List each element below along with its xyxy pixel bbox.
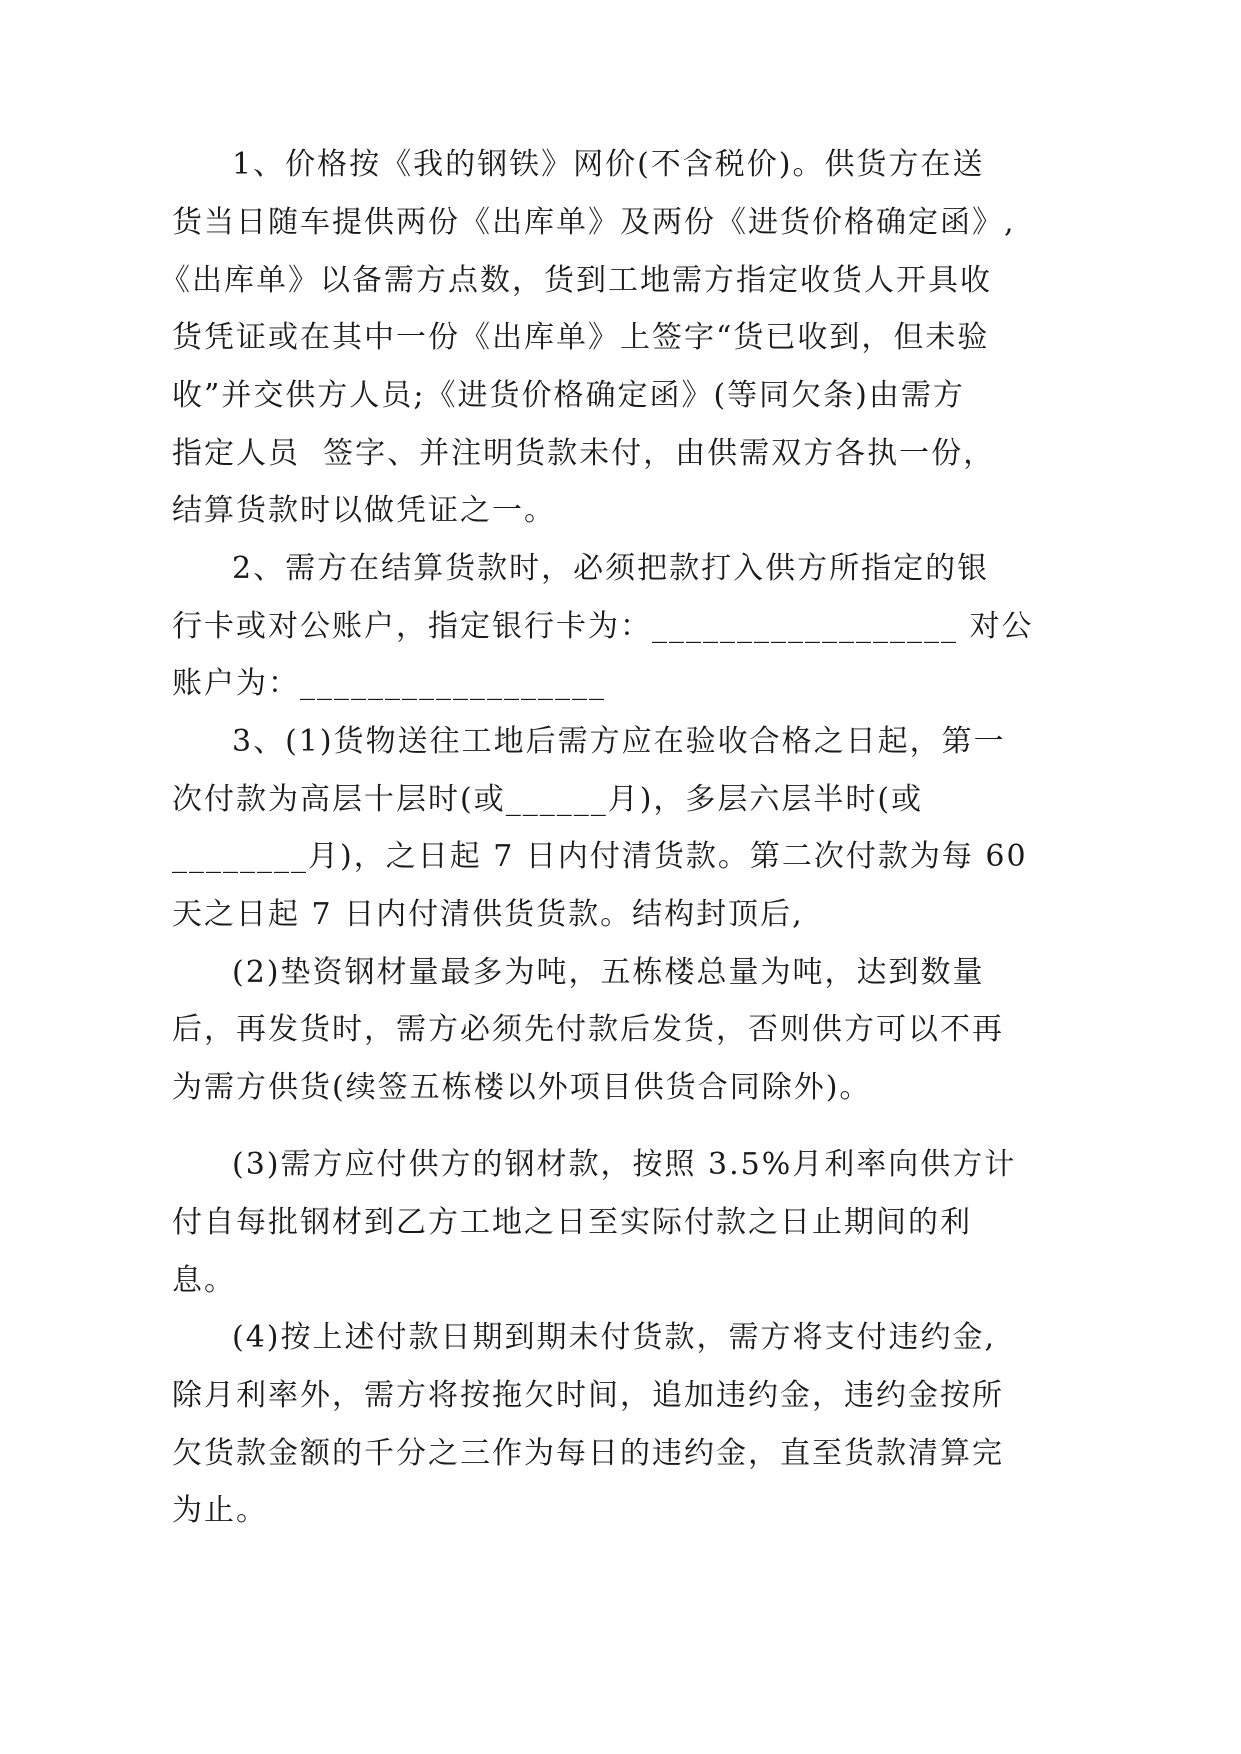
text-line: 指定人员 签字、并注明货款未付，由供需双方各执一份， <box>172 436 996 471</box>
text-line: 3、(1)货物送往工地后需方应在验收合格之日起，第一 <box>232 724 1006 759</box>
text-line: 收”并交供方人员;《进货价格确定函》(等同欠条)由需方 <box>172 378 965 413</box>
text-line: ________月)，之日起 7 日内付清货款。第二次付款为每 60 <box>172 839 1028 874</box>
text-line: 除月利率外，需方将按拖欠时间，追加违约金，违约金按所 <box>172 1378 1004 1413</box>
text-line: 为止。 <box>172 1493 268 1528</box>
text-line: 《出库单》以备需方点数，货到工地需方指定收货人开具收 <box>160 263 992 298</box>
text-line: (3)需方应付供方的钢材款，按照 3.5%月利率向供方计 <box>232 1147 1017 1182</box>
text-line: 后，再发货时，需方必须先付款后发货，否则供方可以不再 <box>172 1012 1004 1047</box>
text-line: 付自每批钢材到乙方工地之日至实际付款之日止期间的利 <box>172 1205 972 1240</box>
text-line: 2、需方在结算货款时，必须把款打入供方所指定的银 <box>232 551 990 586</box>
text-line: 账户为：__________________ <box>172 666 606 701</box>
text-line: (4)按上述付款日期到期未付货款，需方将支付违约金, <box>232 1320 997 1355</box>
text-line: 次付款为高层十层时(或______月)，多层六层半时(或 <box>172 782 924 817</box>
text-line: 天之日起 7 日内付清供货货款。结构封顶后, <box>172 897 804 932</box>
text-line: (2)垫资钢材量最多为吨，五栋楼总量为吨，达到数量 <box>232 955 985 990</box>
text-line: 1、价格按《我的钢铁》网价(不含税价)。供货方在送 <box>232 147 985 182</box>
text-line: 货当日随车提供两份《出库单》及两份《进货价格确定函》, <box>172 205 1016 240</box>
text-line: 息。 <box>172 1263 236 1298</box>
text-line: 为需方供货(续签五栋楼以外项目供货合同除外)。 <box>172 1070 872 1105</box>
text-line: 行卡或对公账户，指定银行卡为：__________________ 对公 <box>172 609 1034 644</box>
text-line: 结算货款时以做凭证之一。 <box>172 493 556 528</box>
text-line: 欠货款金额的千分之三作为每日的违约金，直至货款清算完 <box>172 1436 1004 1471</box>
text-line: 货凭证或在其中一份《出库单》上签字“货已收到，但未验 <box>172 320 990 355</box>
